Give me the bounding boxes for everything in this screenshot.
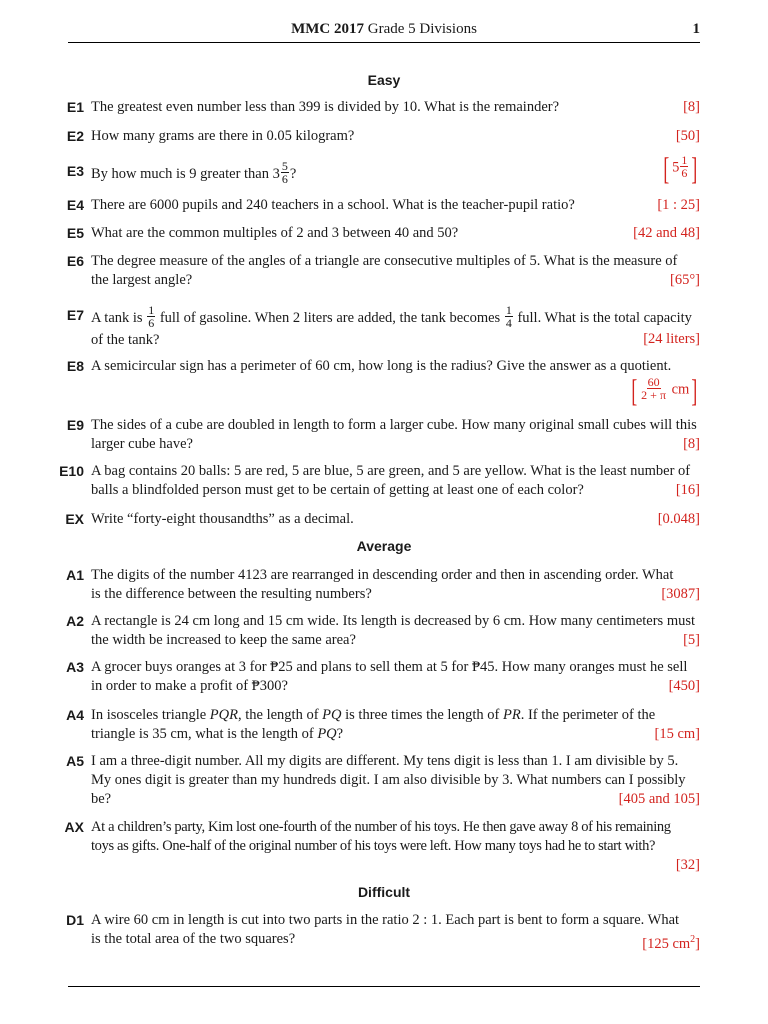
fraction-denominator: 6 [281, 172, 288, 186]
question-text: A tank is [91, 309, 143, 326]
problem-question [91, 706, 700, 744]
fraction-numerator: 1 [148, 303, 155, 317]
problem-label: A4 [66, 707, 84, 723]
question-line: of the tank? [91, 332, 160, 348]
answer-whole: 5 [672, 159, 680, 176]
bracket-right: ] [691, 150, 698, 186]
answer-fraction [640, 376, 667, 401]
fraction-denominator: 6 [681, 165, 688, 180]
question-text: In isosceles triangle [91, 707, 207, 723]
fraction-numerator: 60 [647, 374, 660, 389]
problem-label: E7 [66, 307, 84, 323]
question-line: The digits of the number 4123 are rearranged in descending order and then in ascending order. What [91, 567, 674, 583]
problem-label: E1 [66, 99, 84, 115]
page-number: 1 [692, 21, 700, 37]
question-text: . If the perimeter of the [520, 707, 656, 723]
question-line: A rectangle is 24 cm long and 15 cm wide. Its length is decreased by 6 cm. How many centimeters must [91, 613, 696, 629]
fraction [505, 304, 513, 329]
problem-answer: [65°] [670, 272, 700, 288]
problem-answer: [405 and 105] [618, 791, 700, 807]
question-line: balls a blindfolded person must get to be certain of getting at least one of each color? [91, 482, 584, 498]
bracket-left: [ [663, 150, 670, 186]
header-title [68, 21, 700, 38]
answer-fraction [680, 154, 688, 179]
problem-answer: [450] [668, 678, 700, 694]
problem-answer: [16] [675, 482, 700, 498]
page-header [68, 18, 700, 42]
problem-label: E2 [66, 128, 84, 144]
problem-question: The greatest even number less than 399 is divided by 10. What is the remainder? [91, 99, 560, 115]
problem-answer: [50] [675, 128, 700, 144]
problem-label: E3 [66, 163, 84, 179]
problem-label: EX [65, 511, 84, 527]
question-line: The degree measure of the angles of a triangle are consecutive multiples of 5. What is the measure of [91, 253, 678, 269]
problem-answer: [5] [683, 632, 700, 648]
problem-label: E8 [66, 358, 84, 374]
header-title-rest: Grade 5 Divisions [364, 21, 477, 37]
section-heading-difficult: Difficult [357, 884, 411, 900]
problem-question: What are the common multiples of 2 and 3 between 40 and 50? [91, 225, 459, 241]
problem-label: D1 [66, 912, 84, 928]
header-title-bold: MMC 2017 [291, 21, 364, 37]
problem-label: E10 [59, 463, 84, 479]
question-text: is three times the length of [345, 707, 500, 723]
question-text: By how much is 9 greater than 3 [91, 165, 280, 182]
question-line: the largest angle? [91, 272, 193, 288]
fraction-numerator: 1 [681, 152, 688, 167]
question-line: A wire 60 cm in length is cut into two parts in the ratio 2 : 1. Each part is bent to form a square. What [91, 912, 680, 928]
question-line: in order to make a profit of ₱300? [91, 678, 288, 694]
problem-question [91, 303, 700, 350]
problem-answer: [8] [683, 436, 700, 452]
problem-label: E4 [66, 197, 84, 213]
problem-question: There are 6000 pupils and 240 teachers in a school. What is the teacher-pupil ratio? [91, 197, 575, 213]
problem-answer: [0.048] [657, 511, 700, 527]
fraction-numerator: 1 [505, 303, 512, 317]
problem-question: Write “forty-eight thousandths” as a decimal. [91, 511, 354, 527]
problem-question [91, 612, 700, 650]
problem-answer [642, 930, 700, 954]
problem-question [91, 566, 700, 604]
question-line: A grocer buys oranges at 3 for ₱25 and plans to sell them at 5 for ₱45. How many oranges must he sell [91, 659, 688, 675]
problem-answer: [1 : 25] [657, 197, 700, 213]
fraction [147, 304, 155, 329]
question-line: I am a three-digit number. All my digits are different. My tens digit is less than 1. I am divisible by 5. [91, 753, 679, 769]
bracket-right: ] [691, 372, 698, 408]
problem-label: AX [64, 819, 84, 835]
question-line: the width be increased to keep the same area? [91, 632, 356, 648]
problem-question [91, 818, 700, 856]
problem-answer: [15 cm] [654, 726, 700, 742]
question-line: is the difference between the resulting numbers? [91, 586, 372, 602]
question-line: larger cube have? [91, 436, 193, 452]
problem-answer: [3087] [661, 586, 700, 602]
problem-question [91, 462, 700, 500]
problem-question [91, 658, 700, 696]
math-variable: PQ [317, 726, 337, 742]
math-variable: PQ [322, 707, 342, 723]
problem-question [91, 911, 700, 949]
problem-label: A1 [66, 567, 84, 583]
problem-question: A semicircular sign has a perimeter of 60 cm, how long is the radius? Give the answer as a quotient. [91, 358, 672, 374]
question-text: , the length of [237, 707, 319, 723]
problem-label: A5 [66, 753, 84, 769]
problem-answer: [8] [683, 99, 700, 115]
problem-question [91, 159, 700, 187]
problem-answer: [32] [675, 857, 700, 873]
math-variable: PQR [209, 707, 238, 723]
fraction-numerator: 5 [281, 159, 288, 173]
fraction-denominator: 6 [148, 316, 155, 330]
problem-label: E5 [66, 225, 84, 241]
fraction [281, 160, 289, 185]
problem-answer: [42 and 48] [633, 225, 700, 241]
question-text: full. What is the total capacity [517, 309, 692, 326]
problem-question [91, 416, 700, 454]
question-line: A bag contains 20 balls: 5 are red, 5 are blue, 5 are green, and 5 are yellow. What is the least number of [91, 463, 691, 479]
answer-superscript: 2 [690, 934, 696, 945]
question-line: At a children’s party, Kim lost one-fourth of the number of his toys. He then gave away 8 of his remaining [91, 819, 671, 835]
problem-question [91, 752, 700, 809]
question-line: My ones digit is greater than my hundreds digit. I am also divisible by 3. What numbers can I possibly [91, 772, 686, 788]
answer-unit: cm [671, 381, 690, 398]
question-text: ? [336, 726, 344, 742]
question-line: be? [91, 791, 112, 807]
fraction-denominator: 4 [505, 316, 512, 330]
problem-label: E9 [66, 417, 84, 433]
footer-rule [68, 986, 700, 987]
header-rule [68, 42, 700, 43]
fraction-denominator: 2 + π [641, 387, 666, 402]
question-line: The sides of a cube are doubled in length to form a larger cube. How many original small cubes will this [91, 417, 697, 433]
section-heading-easy: Easy [367, 72, 401, 88]
question-line: toys as gifts. One-half of the original number of his toys were left. How many toys had he to start with? [91, 838, 656, 854]
question-text: full of gasoline. When 2 liters are added, the tank becomes [159, 309, 501, 326]
problem-answer: [24 liters] [643, 331, 700, 347]
question-text: ? [289, 165, 297, 182]
question-text: triangle is 35 cm, what is the length of [91, 726, 314, 742]
answer-text: ] [695, 935, 700, 952]
math-variable: PR [502, 707, 521, 723]
question-line: is the total area of the two squares? [91, 931, 296, 947]
problem-question: How many grams are there in 0.05 kilogram? [91, 128, 355, 144]
bracket-left: [ [630, 372, 637, 408]
problem-question [91, 252, 700, 290]
section-heading-average: Average [356, 538, 412, 554]
problem-label: A3 [66, 659, 84, 675]
problem-answer [661, 150, 700, 186]
answer-text: [125 cm [642, 935, 691, 952]
problem-answer [629, 372, 700, 408]
problem-label: A2 [66, 613, 84, 629]
problem-label: E6 [66, 253, 84, 269]
